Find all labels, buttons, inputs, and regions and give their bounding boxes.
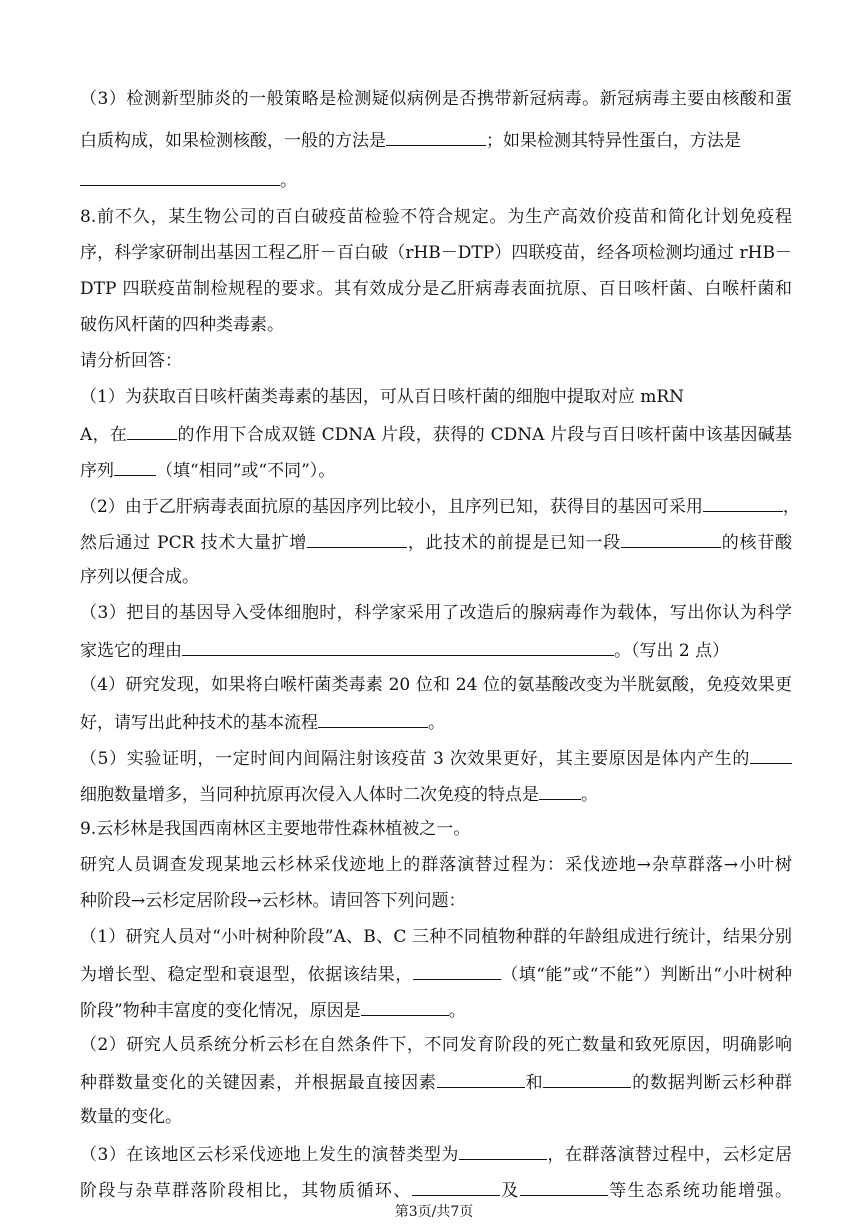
text-run: 序列以便合成。 [80, 567, 199, 587]
text-run: 种群数量变化的关键因素，并根据最直接因素 [80, 1073, 437, 1093]
text-run: 及 [499, 1181, 520, 1201]
page-footer: 第3页/共7页 [394, 1204, 474, 1220]
text-line [80, 1178, 792, 1202]
text-run: 8.前不久，某生物公司的百白破疫苗检验不符合规定。为生产高效价疫苗和简化计划免疫程 [80, 207, 792, 227]
text-line [80, 206, 792, 228]
text-run: 序，科学家研制出基因工程乙肝－百白破（rHB－DTP）四联疫苗，经各项检测均通过 rHB－ [80, 243, 792, 263]
text-run: 研究人员调查发现某地云杉林采伐迹地上的群落演替过程为：采伐迹地→杂草群落→小叶树 [80, 855, 792, 875]
answer-blank [412, 1178, 500, 1196]
text-line [80, 962, 792, 986]
text-run: （3）在该地区云杉采伐迹地上发生的演替类型为 [80, 1145, 459, 1165]
text-run: 。（写出 2 点） [614, 641, 730, 661]
text-run: ， [782, 497, 800, 517]
text-run: ，在群落演替过程中，云杉定居 [546, 1145, 792, 1165]
answer-blank [386, 128, 486, 146]
answer-blank [127, 422, 177, 440]
text-line [80, 1070, 792, 1094]
text-line [80, 458, 792, 482]
text-run: （3）把目的基因导入受体细胞时，科学家采用了改造后的腺病毒作为载体，写出你认为科学 [80, 603, 792, 623]
text-run: 家选它的理由 [80, 641, 182, 661]
text-line [80, 746, 792, 770]
answer-blank [307, 530, 407, 548]
text-run: 阶段”物种丰富度的变化情况，原因是 [80, 1001, 361, 1021]
text-run: （2）研究人员系统分析云杉在自然条件下，不同发育阶段的死亡数量和致死原因，明确影响 [80, 1035, 792, 1055]
text-run: （2）由于乙肝病毒表面抗原的基因序列比较小，且序列已知，获得目的基因可采用 [80, 497, 703, 517]
text-run: 的作用下合成双链 CDNA 片段，获得的 CDNA 片段与百日咳杆菌中该基因碱基 [177, 425, 792, 445]
text-run: 。 [280, 171, 297, 191]
answer-blank [750, 746, 792, 764]
answer-blank [80, 168, 280, 186]
text-run: 请分析回答： [80, 351, 182, 371]
text-line [80, 242, 792, 264]
text-line [80, 386, 792, 408]
text-line [80, 674, 792, 696]
text-line [80, 818, 792, 840]
text-run: 的核苷酸 [720, 533, 793, 553]
text-run: 细胞数量增多，当同种抗原再次侵入人体时二次免疫的特点是 [80, 785, 539, 805]
text-line [80, 710, 792, 734]
text-run: （5）实验证明，一定时间内间隔注射该疫苗 3 次效果更好，其主要原因是体内产生的 [80, 749, 750, 769]
text-line [80, 278, 792, 300]
answer-blank [114, 458, 156, 476]
answer-blank [437, 1070, 525, 1088]
answer-blank [413, 962, 501, 980]
text-line [80, 1142, 792, 1166]
answer-blank [543, 1070, 631, 1088]
text-line [80, 88, 792, 110]
text-run: 等生态系统功能增强。 [607, 1181, 793, 1201]
text-line [80, 566, 792, 588]
answer-blank [361, 998, 449, 1016]
answer-blank [703, 494, 783, 512]
text-line [80, 1106, 792, 1128]
text-run: A，在 [80, 425, 128, 445]
text-run: （1）研究人员对“小叶树种阶段”A、B、C 三种不同植物种群的年龄组成进行统计，结果分别 [80, 927, 792, 947]
text-run: 和 [524, 1073, 544, 1093]
answer-blank [621, 530, 721, 548]
text-line [80, 530, 792, 554]
text-line [80, 926, 792, 948]
text-run: 序列 [80, 461, 114, 481]
text-run: （填“能”或“不能”）判断出“小叶树种 [500, 965, 792, 985]
text-run: （4）研究发现，如果将白喉杆菌类毒素 20 位和 24 位的氨基酸改变为半胱氨酸，免疫效果更 [80, 675, 792, 695]
text-run: ；如果检测其特异性蛋白，方法是 [486, 131, 741, 151]
text-run: （3）检测新型肺炎的一般策略是检测疑似病例是否携带新冠病毒。新冠病毒主要由核酸和蛋 [80, 89, 792, 109]
text-run: 阶段与杂草群落阶段相比，其物质循环、 [80, 1181, 412, 1201]
text-run: 白质构成，如果检测核酸，一般的方法是 [80, 131, 386, 151]
text-line [80, 494, 800, 518]
text-run: 。 [581, 785, 598, 805]
text-run: 为增长型、稳定型和衰退型，依据该结果， [80, 965, 413, 985]
text-run: 数量的变化。 [80, 1107, 182, 1127]
text-line [80, 314, 792, 336]
text-run: 9.云杉林是我国西南林区主要地带性森林植被之一。 [80, 819, 471, 839]
text-run: 种阶段→云杉定居阶段→云杉林。请回答下列问题： [80, 891, 466, 911]
text-run: 然后通过 PCR 技术大量扩增 [80, 533, 308, 553]
text-line [80, 854, 792, 876]
answer-blank [520, 1178, 608, 1196]
text-run: 破伤风杆菌的四种类毒素。 [80, 315, 284, 335]
text-run: 。 [428, 713, 445, 733]
text-run: ，此技术的前提是已知一段 [407, 533, 621, 553]
text-line [80, 602, 792, 624]
text-line [80, 638, 792, 662]
answer-blank [318, 710, 428, 728]
answer-blank [459, 1142, 547, 1160]
text-line [80, 890, 792, 912]
text-line [80, 422, 792, 446]
text-line [80, 998, 792, 1022]
text-run: 。 [448, 1001, 466, 1021]
text-run: （填“相同”或“不同”）。 [156, 461, 336, 481]
answer-blank [539, 782, 581, 800]
text-line [80, 168, 792, 192]
text-line [80, 1034, 792, 1056]
answer-blank [182, 638, 614, 656]
text-run: DTP 四联疫苗制检规程的要求。其有效成分是乙肝病毒表面抗原、百日咳杆菌、白喉杆菌和 [80, 279, 792, 299]
text-run: （1）为获取百日咳杆菌类毒素的基因，可从百日咳杆菌的细胞中提取对应 mRN [80, 387, 685, 407]
text-line [80, 350, 792, 372]
text-line [80, 128, 792, 152]
text-run: 好，请写出此种技术的基本流程 [80, 713, 318, 733]
text-line [80, 782, 792, 806]
text-run: 的数据判断云杉种群 [631, 1073, 793, 1093]
